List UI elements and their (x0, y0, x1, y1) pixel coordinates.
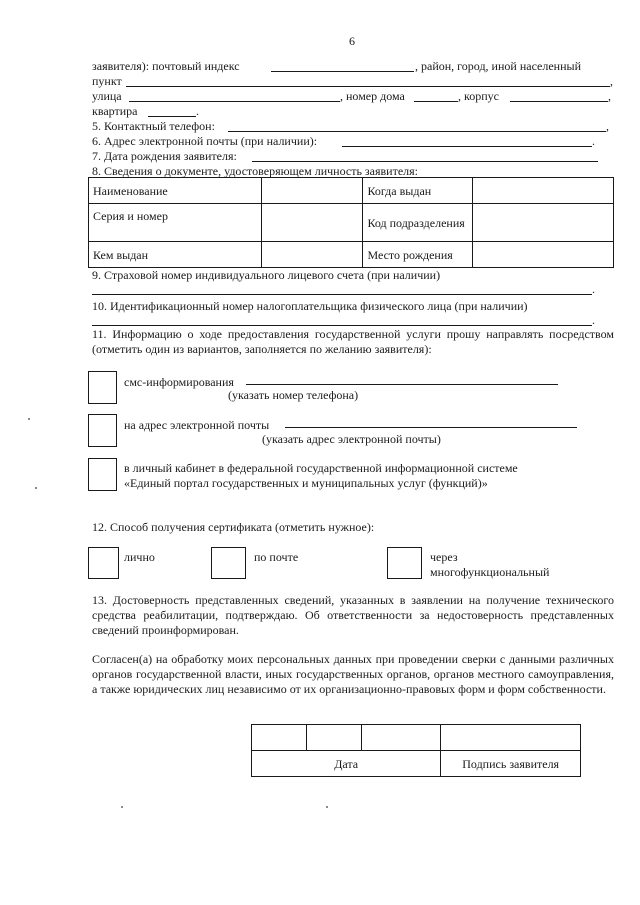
item13-paragraph: 13. Достоверность представленных сведений, указанных в заявлении на получение технического средства реабилитации, подтверждаю. Об ответственности за недостоверность представленных сведений проинформирован. (92, 593, 614, 637)
cert-mfc-checkbox[interactable] (387, 547, 422, 579)
cabinet-checkbox[interactable] (88, 458, 117, 491)
table-row (252, 725, 581, 751)
table-row (89, 178, 614, 204)
locality-line-label: пункт (92, 74, 122, 88)
notify-email-field[interactable] (285, 427, 577, 428)
corpus-label: , корпус (458, 89, 499, 103)
table-cell: Место рождения (363, 242, 473, 268)
table-row (252, 751, 581, 777)
snils-field[interactable] (92, 294, 592, 295)
signature-label: Подпись заявителя (441, 751, 581, 777)
locality-field[interactable] (126, 86, 610, 87)
email-end: . (592, 134, 595, 148)
table-cell-input[interactable] (473, 204, 614, 242)
cert-mail-label: по почте (254, 550, 299, 564)
cert-personal-checkbox[interactable] (88, 547, 119, 579)
sms-checkbox[interactable] (88, 371, 117, 404)
house-label: , номер дома (340, 89, 405, 103)
email-option-label: на адрес электронной почты (124, 418, 270, 432)
signature-cell[interactable] (441, 725, 581, 751)
apartment-label: квартира (92, 104, 138, 118)
sms-hint: (указать номер телефона) (228, 388, 359, 402)
table-cell-input[interactable] (473, 242, 614, 268)
id-doc-heading: 8. Сведения о документе, удостоверяющем личность заявителя: (92, 164, 419, 178)
cert-mfc-label-1: через (430, 550, 458, 564)
snils-end: . (592, 282, 595, 296)
cabinet-label-2: «Единый портал государственных и муниципальных услуг (функций)» (124, 476, 488, 490)
table-row (89, 242, 614, 268)
table-cell-input[interactable] (473, 178, 614, 204)
date-day-cell[interactable] (252, 725, 307, 751)
house-field[interactable] (414, 101, 458, 102)
page-number: 6 (349, 34, 355, 48)
info-paragraph: 11. Информацию о ходе предоставления государственной услуги прошу направлять посредством (отметить один из вариантов, заполняется по желанию заявителя): (92, 327, 614, 356)
email-hint: (указать адрес электронной почты) (262, 432, 441, 446)
scan-speck (121, 806, 123, 808)
sms-field[interactable] (246, 384, 558, 385)
birthdate-label: 7. Дата рождения заявителя: (92, 149, 237, 163)
street-label: улица (92, 89, 122, 103)
sms-label: смс-информирования (124, 375, 234, 389)
table-cell-input[interactable] (261, 204, 363, 242)
table-cell: Наименование (89, 178, 262, 204)
table-row (89, 204, 614, 242)
postal-index-field[interactable] (271, 71, 414, 72)
date-year-cell[interactable] (361, 725, 441, 751)
apartment-end: . (196, 104, 199, 118)
postal-index-label: заявителя): почтовый индекс (92, 59, 240, 73)
locality-label: , район, город, иной населенный (415, 59, 582, 73)
email-label: 6. Адрес электронной почты (при наличии): (92, 134, 318, 148)
phone-end: , (606, 119, 609, 133)
email-checkbox[interactable] (88, 414, 117, 447)
inn-label: 10. Идентификационный номер налогоплательщика физического лица (при наличии) (92, 299, 528, 313)
phone-label: 5. Контактный телефон: (92, 119, 215, 133)
date-month-cell[interactable] (306, 725, 361, 751)
date-label: Дата (252, 751, 441, 777)
scan-speck (326, 806, 328, 808)
cert-mail-checkbox[interactable] (211, 547, 246, 579)
table-cell: Кем выдан (89, 242, 262, 268)
corpus-field[interactable] (510, 101, 608, 102)
apartment-field[interactable] (148, 116, 196, 117)
cert-mfc-label-2: многофункциональный (430, 565, 550, 579)
locality-end: , (610, 74, 613, 88)
inn-end: . (592, 313, 595, 327)
table-cell: Когда выдан (363, 178, 473, 204)
street-field[interactable] (129, 101, 340, 102)
inn-field[interactable] (92, 325, 592, 326)
corpus-end: , (608, 89, 611, 103)
birthdate-field[interactable] (252, 161, 598, 162)
email-field[interactable] (342, 146, 592, 147)
signature-table (251, 724, 581, 777)
cert-personal-label: лично (124, 550, 155, 564)
scan-speck (28, 418, 30, 420)
id-doc-table (88, 177, 614, 268)
scan-speck (35, 487, 37, 489)
snils-label: 9. Страховой номер индивидуального лицевого счета (при наличии) (92, 268, 441, 282)
phone-field[interactable] (228, 131, 606, 132)
certificate-heading: 12. Способ получения сертификата (отметить нужное): (92, 520, 375, 534)
cabinet-label-1: в личный кабинет в федеральной государственной информационной системе (124, 461, 518, 475)
table-cell-input[interactable] (261, 242, 363, 268)
table-cell-input[interactable] (261, 178, 363, 204)
table-cell: Серия и номер (89, 204, 262, 242)
table-cell: Код подразделения (363, 204, 473, 242)
consent-paragraph: Согласен(а) на обработку моих персональных данных при проведении сверки с данными различных органов государственной власти, иных государственных органов, органов местного самоуправления, а также юридических лиц независимо от их организационно-правовых форм и форм собственности. (92, 652, 614, 696)
